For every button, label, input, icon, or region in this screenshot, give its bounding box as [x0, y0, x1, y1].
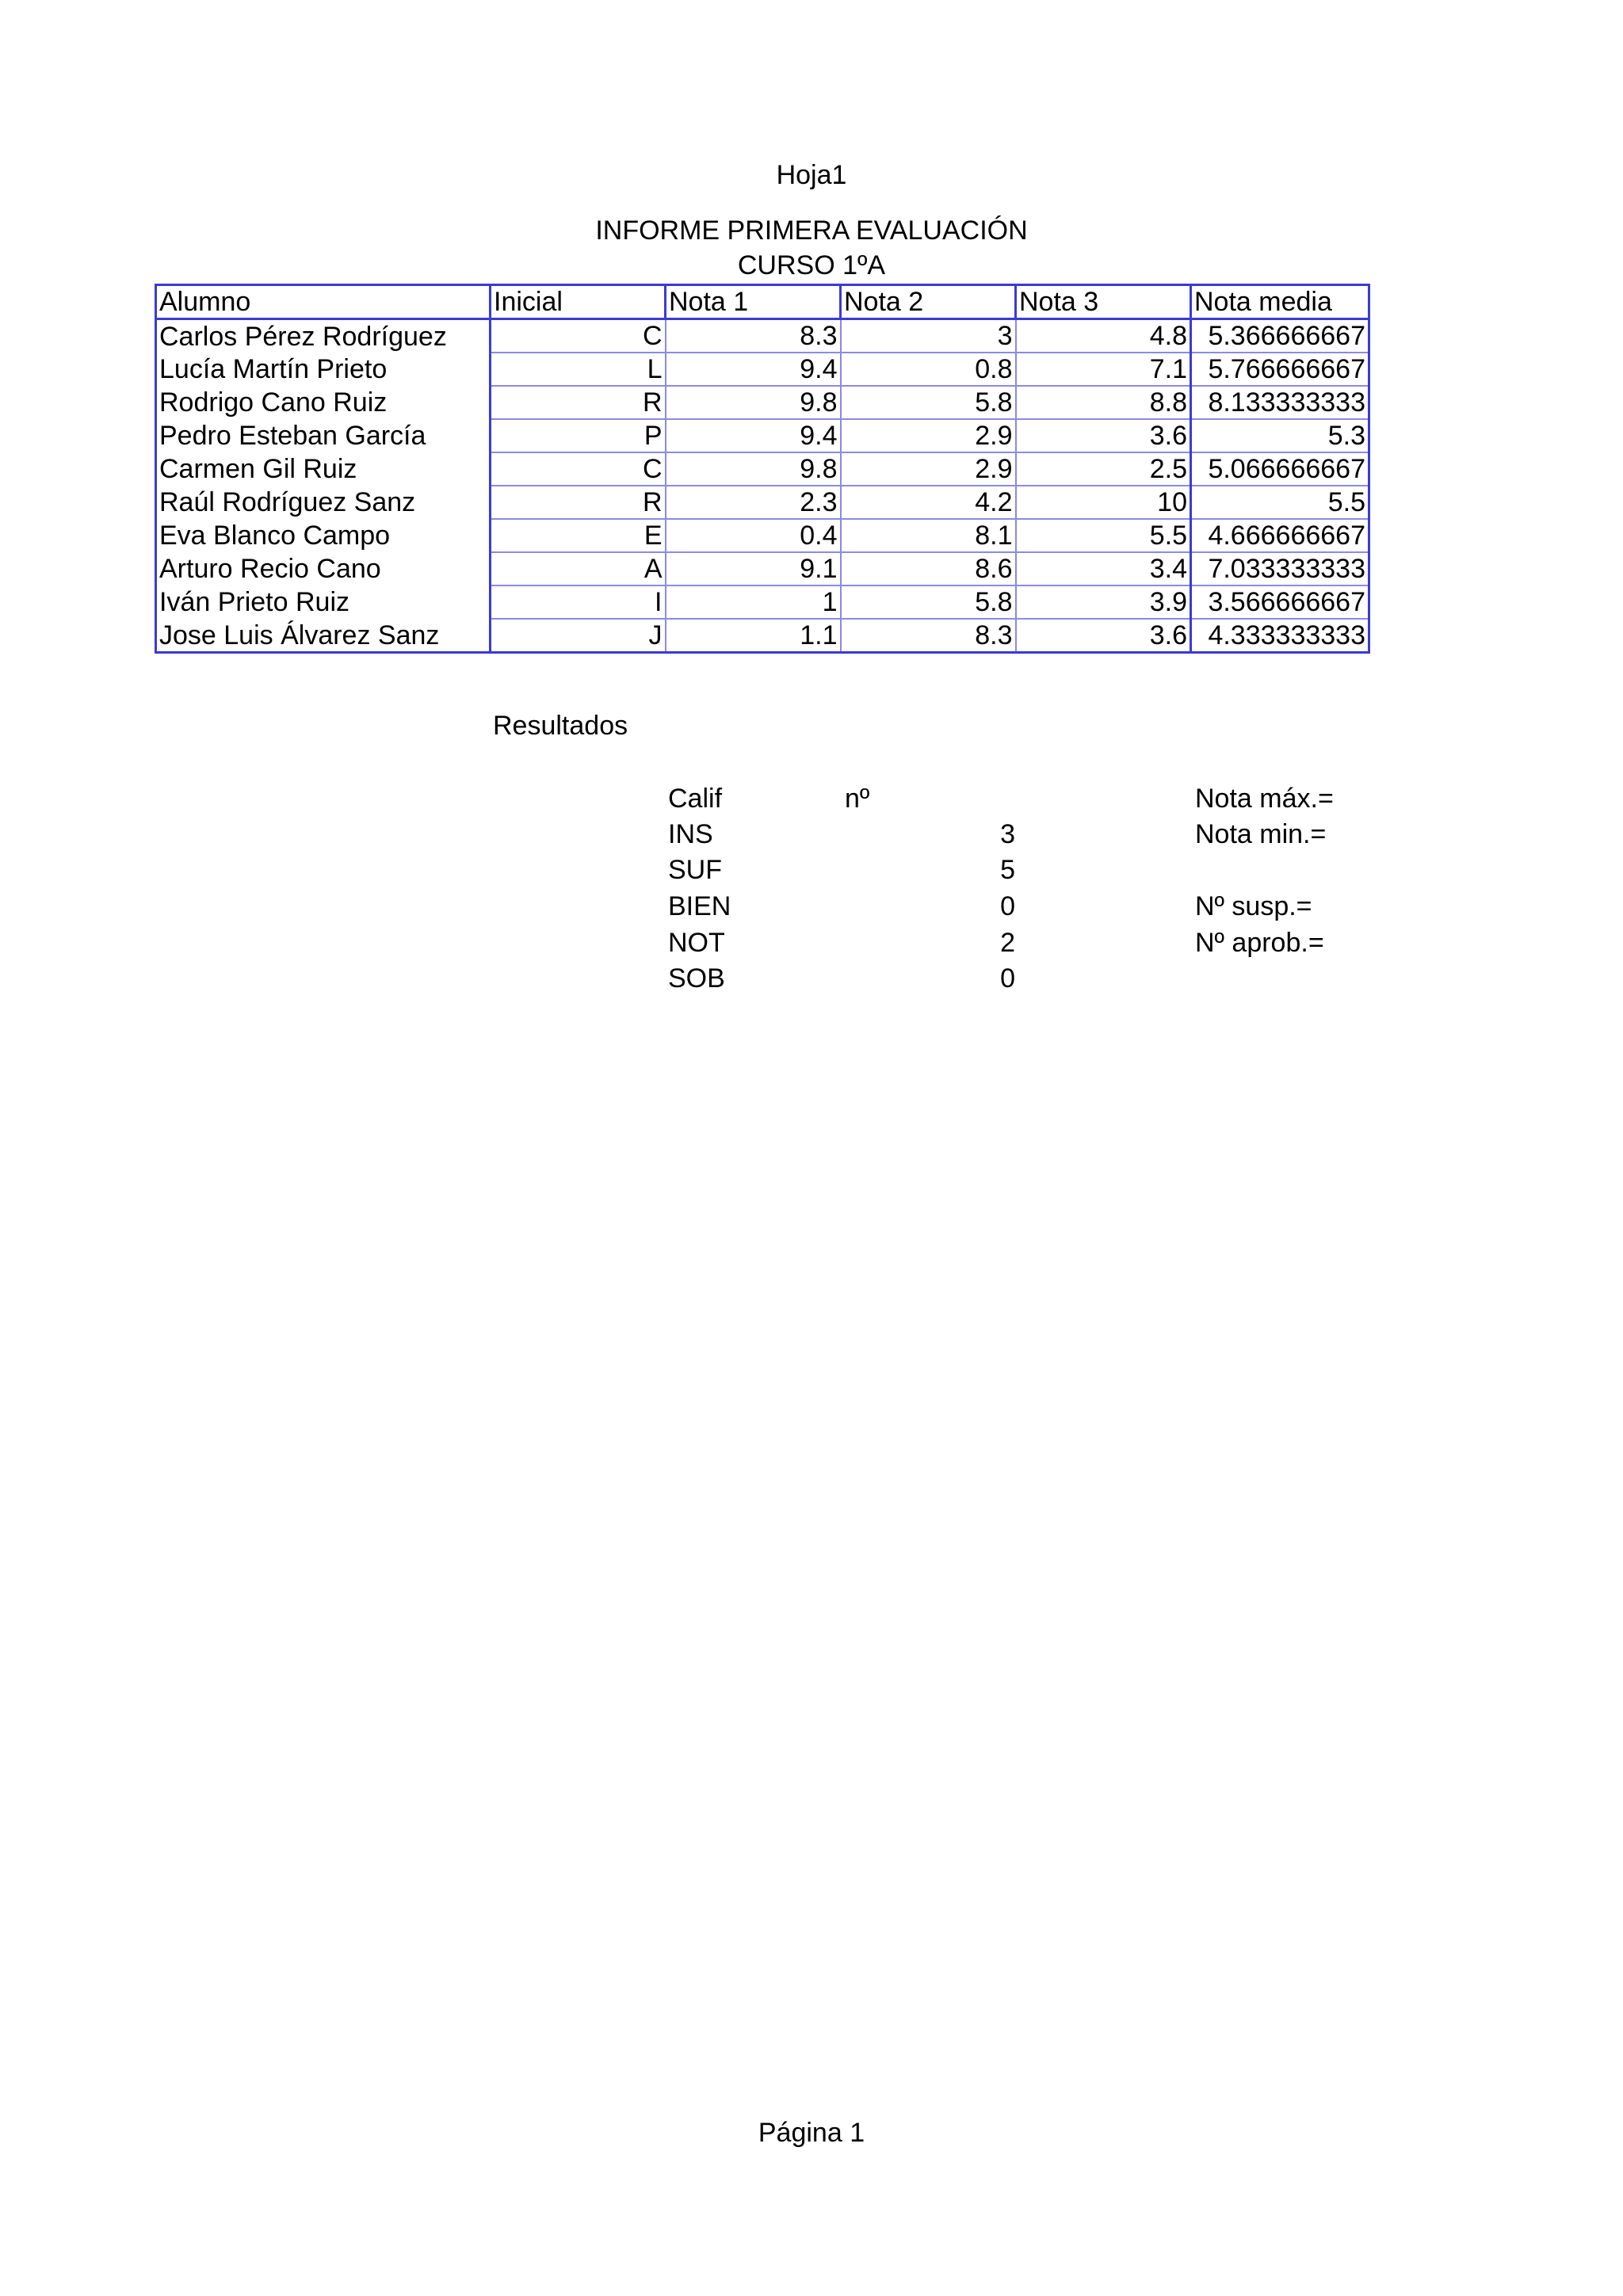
cell-nota-3: 3.6	[1016, 619, 1191, 653]
cell-alumno: Iván Prieto Ruiz	[159, 587, 349, 617]
cell-inicial: C	[491, 319, 666, 353]
calif-not-count: 2	[1000, 928, 1015, 958]
table-row	[156, 585, 1369, 619]
table-row	[156, 486, 1369, 519]
cell-nota-3: 7.1	[1016, 353, 1191, 386]
report-title: INFORME PRIMERA EVALUACIÓN	[595, 215, 1028, 246]
cell-nota-2: 4.2	[841, 486, 1016, 519]
calif-bien-label: BIEN	[668, 891, 731, 921]
cell-nota-2: 2.9	[841, 419, 1016, 452]
calif-suf-label: SUF	[668, 855, 722, 885]
cell-nota-1: 9.8	[666, 386, 841, 419]
column-header-inicial: Inicial	[491, 285, 666, 319]
cell-nota-2: 8.3	[841, 619, 1016, 653]
cell-nota-2: 3	[841, 319, 1016, 353]
table-header-row	[156, 285, 1369, 319]
cell-alumno: Jose Luis Álvarez Sanz	[159, 620, 440, 650]
nota-max-label: Nota máx.=	[1195, 784, 1334, 814]
cell-nota-3: 8.8	[1016, 386, 1191, 419]
cell-inicial: C	[491, 452, 666, 486]
cell-inicial: R	[491, 486, 666, 519]
cell-nota-media: 5.366666667	[1191, 319, 1369, 353]
calif-sob-count: 0	[1000, 963, 1015, 994]
cell-nota-media: 7.033333333	[1191, 552, 1369, 585]
n-aprob-label: Nº aprob.=	[1195, 928, 1324, 958]
cell-nota-media: 5.766666667	[1191, 353, 1369, 386]
cell-alumno: Raúl Rodríguez Sanz	[159, 487, 416, 517]
cell-nota-1: 9.1	[666, 552, 841, 585]
cell-nota-3: 2.5	[1016, 452, 1191, 486]
nota-min-label: Nota min.=	[1195, 819, 1327, 849]
cell-nota-media: 4.333333333	[1191, 619, 1369, 653]
cell-alumno: Carmen Gil Ruiz	[159, 454, 357, 484]
count-header: nº	[845, 784, 870, 814]
table-row	[156, 519, 1369, 552]
cell-nota-media: 8.133333333	[1191, 386, 1369, 419]
cell-nota-2: 2.9	[841, 452, 1016, 486]
cell-nota-1: 0.4	[666, 519, 841, 552]
cell-nota-3: 3.4	[1016, 552, 1191, 585]
cell-alumno: Pedro Esteban García	[159, 421, 426, 451]
sheet-name-header: Hoja1	[776, 160, 847, 190]
calif-ins-count: 3	[1000, 819, 1015, 849]
cell-nota-3: 4.8	[1016, 319, 1191, 353]
report-subtitle: CURSO 1ºA	[737, 250, 886, 280]
calif-not-label: NOT	[668, 928, 725, 958]
table-row	[156, 619, 1369, 653]
cell-alumno: Lucía Martín Prieto	[159, 354, 388, 384]
cell-nota-1: 2.3	[666, 486, 841, 519]
calif-bien-count: 0	[1000, 891, 1015, 921]
cell-nota-2: 0.8	[841, 353, 1016, 386]
calif-ins-label: INS	[668, 819, 713, 849]
cell-nota-2: 8.1	[841, 519, 1016, 552]
column-header-nota-3: Nota 3	[1016, 285, 1191, 319]
cell-nota-2: 8.6	[841, 552, 1016, 585]
cell-alumno: Eva Blanco Campo	[159, 521, 391, 551]
cell-inicial: L	[491, 353, 666, 386]
cell-nota-1: 9.4	[666, 353, 841, 386]
cell-nota-1: 9.8	[666, 452, 841, 486]
table-row	[156, 319, 1369, 353]
column-header-nota-2: Nota 2	[841, 285, 1016, 319]
cell-inicial: P	[491, 419, 666, 452]
cell-nota-3: 5.5	[1016, 519, 1191, 552]
cell-nota-3: 3.6	[1016, 419, 1191, 452]
cell-inicial: I	[491, 585, 666, 619]
cell-inicial: J	[491, 619, 666, 653]
calif-header: Calif	[668, 784, 723, 814]
table-row	[156, 552, 1369, 585]
column-header-alumno: Alumno	[156, 285, 491, 319]
cell-nota-1: 1.1	[666, 619, 841, 653]
cell-inicial: R	[491, 386, 666, 419]
results-heading: Resultados	[493, 711, 628, 741]
cell-nota-2: 5.8	[841, 386, 1016, 419]
cell-nota-1: 8.3	[666, 319, 841, 353]
table-row	[156, 353, 1369, 386]
cell-nota-media: 5.5	[1191, 486, 1369, 519]
table-row	[156, 386, 1369, 419]
table-row	[156, 452, 1369, 486]
cell-nota-3: 3.9	[1016, 585, 1191, 619]
cell-inicial: A	[491, 552, 666, 585]
cell-alumno: Arturo Recio Cano	[159, 554, 381, 584]
cell-nota-1: 9.4	[666, 419, 841, 452]
cell-nota-1: 1	[666, 585, 841, 619]
calif-suf-count: 5	[1000, 855, 1015, 885]
cell-nota-2: 5.8	[841, 585, 1016, 619]
grades-table	[155, 284, 1370, 654]
cell-nota-media: 4.666666667	[1191, 519, 1369, 552]
column-header-nota-media: Nota media	[1191, 285, 1369, 319]
cell-alumno: Carlos Pérez Rodríguez	[159, 321, 447, 352]
calif-sob-label: SOB	[668, 963, 725, 994]
cell-nota-media: 3.566666667	[1191, 585, 1369, 619]
cell-alumno: Rodrigo Cano Ruiz	[159, 387, 388, 418]
cell-inicial: E	[491, 519, 666, 552]
table-row	[156, 419, 1369, 452]
cell-nota-3: 10	[1016, 486, 1191, 519]
cell-nota-media: 5.3	[1191, 419, 1369, 452]
column-header-nota-1: Nota 1	[666, 285, 841, 319]
page-number-footer: Página 1	[758, 2118, 865, 2148]
cell-nota-media: 5.066666667	[1191, 452, 1369, 486]
n-susp-label: Nº susp.=	[1195, 891, 1312, 921]
